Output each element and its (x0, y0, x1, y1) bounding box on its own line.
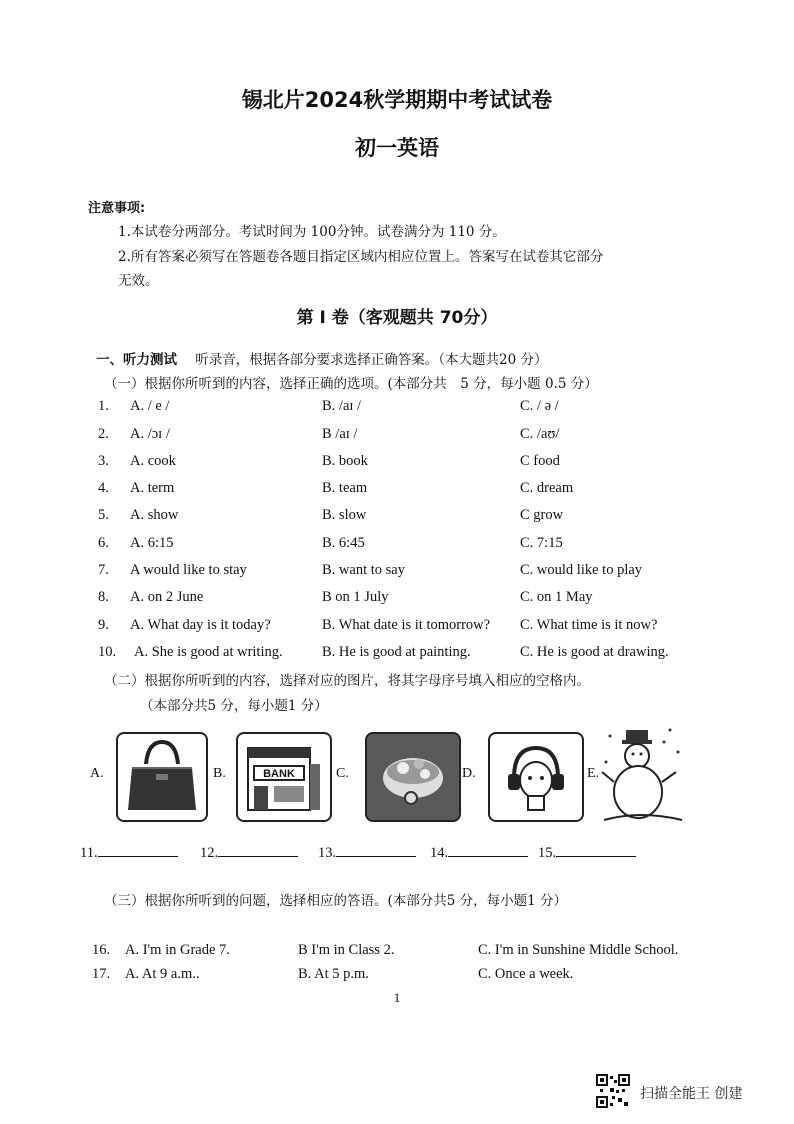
listening-header (96, 348, 548, 368)
listening-heading: 一、听力测试 (96, 352, 177, 368)
option-c: C. would like to play (520, 562, 643, 578)
option-c: C. Once a week. (478, 966, 574, 982)
answer-blank (80, 842, 178, 862)
option-c: C. /aʊ/ (520, 426, 560, 442)
picture-letter-c: C. (336, 766, 349, 781)
answer-blank (538, 842, 636, 862)
option-b: B /aɪ / (322, 426, 358, 442)
notes-heading: 注意事项: (88, 201, 146, 216)
blank-line (218, 842, 298, 857)
blank-line (98, 842, 178, 857)
picture-letter-d: D. (462, 766, 476, 781)
answer-blank (318, 842, 416, 862)
option-b: B. 6:45 (322, 535, 365, 551)
qr-code-icon (596, 1074, 630, 1108)
part2-scoring: （本部分共5 分，每小题1 分） (140, 698, 328, 714)
option-a: A. What day is it today? (130, 617, 271, 633)
option-a: A. She is good at writing. (134, 644, 283, 660)
handbag-icon (116, 732, 208, 822)
part3-instruction: （三）根据你所听到的问题，选择相应的答语。(本部分共5 分，每小题1 分） (104, 893, 568, 909)
blank-number: 13. (318, 845, 337, 861)
option-c: C. 7:15 (520, 535, 563, 551)
answer-blank (430, 842, 528, 862)
notes-item-2-cont: 无效。 (118, 273, 159, 289)
option-c: C food (520, 453, 560, 469)
blank-number: 12. (200, 845, 219, 861)
option-b: B. team (322, 480, 368, 496)
blank-line (336, 842, 416, 857)
bank-sign-text: BANK (263, 768, 295, 780)
option-b: B. book (322, 453, 368, 469)
question-number: 3. (98, 453, 109, 469)
scanner-watermark: 扫描全能王 创建 (640, 1086, 743, 1102)
option-a: A. term (130, 480, 175, 496)
option-a: A. I'm in Grade 7. (125, 942, 230, 958)
option-b: B I'm in Class 2. (298, 942, 395, 958)
blank-number: 15. (538, 845, 557, 861)
option-b: B. What date is it tomorrow? (322, 617, 491, 633)
option-c: C. / ə / (520, 398, 559, 414)
bank-icon (236, 732, 332, 822)
question-number: 4. (98, 480, 109, 496)
exam-title: 锡北片2024秋学期期中考试试卷 (241, 88, 553, 112)
food-bowl-icon (365, 732, 461, 822)
option-a: A would like to stay (130, 562, 247, 578)
question-number: 17. (92, 966, 111, 982)
option-b: B. want to say (322, 562, 405, 578)
question-number: 16. (92, 942, 111, 958)
blank-number: 14. (430, 845, 449, 861)
option-b: B on 1 July (322, 589, 389, 605)
option-a: A. cook (130, 453, 176, 469)
exam-subtitle: 初一英语 (355, 136, 439, 160)
question-number: 1. (98, 398, 109, 414)
picture-letter-e: E. (587, 766, 600, 781)
option-a: A. At 9 a.m.. (125, 966, 200, 982)
question-number: 6. (98, 535, 109, 551)
option-a: A. show (130, 507, 179, 523)
picture-letter-b: B. (213, 766, 226, 781)
option-b: B. /aɪ / (322, 398, 362, 414)
part1-instruction: （一）根据你所听到的内容，选择正确的选项。(本部分共 5 分，每小题 0.5 分） (104, 376, 598, 392)
question-number: 10. (98, 644, 117, 660)
option-b: B. At 5 p.m. (298, 966, 369, 982)
blank-number: 11. (80, 845, 98, 861)
listening-instruction: 听录音，根据各部分要求选择正确答案。（本大题共20 分） (195, 352, 548, 368)
option-c: C. I'm in Sunshine Middle School. (478, 942, 679, 958)
option-c: C grow (520, 507, 564, 523)
option-b: B. slow (322, 507, 367, 523)
option-a: A. /ɔɪ / (130, 426, 170, 442)
option-c: C. He is good at drawing. (520, 644, 669, 660)
option-c: C. What time is it now? (520, 617, 658, 633)
question-number: 9. (98, 617, 109, 633)
option-a: A. 6:15 (130, 535, 174, 551)
part2-instruction: （二）根据你所听到的内容，选择对应的图片，将其字母序号填入相应的空格内。 (104, 673, 590, 689)
option-c: C. on 1 May (520, 589, 593, 605)
question-number: 7. (98, 562, 109, 578)
picture-letter-a: A. (90, 766, 104, 781)
question-number: 2. (98, 426, 109, 442)
question-number: 8. (98, 589, 109, 605)
notes-item-1: 1.本试卷分两部分。考试时间为 100分钟。试卷满分为 110 分。 (118, 224, 506, 240)
option-c: C. dream (520, 480, 574, 496)
question-number: 5. (98, 507, 109, 523)
option-a: A. on 2 June (130, 589, 204, 605)
option-b: B. He is good at painting. (322, 644, 471, 660)
headphones-character-icon (488, 732, 584, 822)
volume-title: 第 I 卷（客观题共 70分） (296, 308, 498, 328)
blank-line (448, 842, 528, 857)
page-number: 1 (393, 990, 401, 1005)
blank-line (556, 842, 636, 857)
answer-blank (200, 842, 298, 862)
option-a: A. / e / (130, 398, 170, 414)
notes-item-2: 2.所有答案必须写在答题卷各题目指定区域内相应位置上。答案写在试卷其它部分 (118, 249, 604, 265)
snowman-icon (600, 722, 686, 826)
